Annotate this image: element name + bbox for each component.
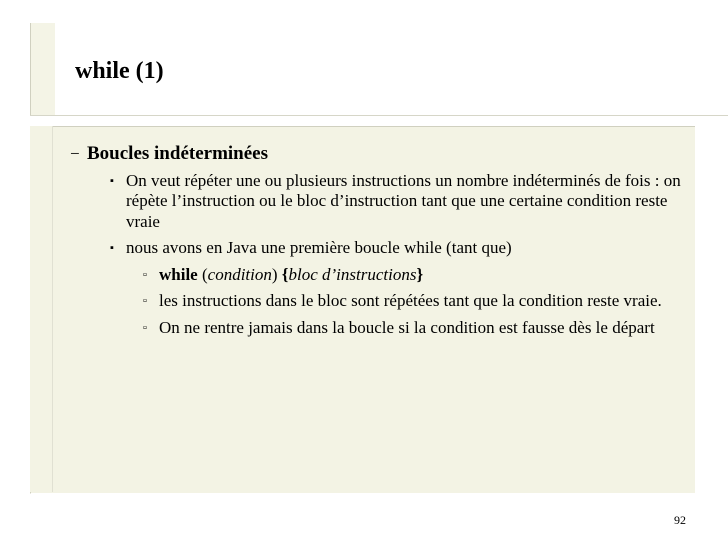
content-left-strip [30,126,53,492]
brace-close: } [416,264,424,284]
page-number: 92 [674,513,686,527]
slide-title: while (1) [75,58,164,84]
bullet-text: nous avons en Java une première boucle while (tant que) [126,238,512,257]
paren-close: ) [271,264,278,284]
heading-item [70,144,690,165]
sub-bullet-item [143,291,690,312]
square-bullet-icon: ▪ [110,174,114,187]
bullet-text: On veut répéter une ou plusieurs instructions un nombre indéterminés de fois : on répète l’instruction ou le bloc d’instruction tant que une certaine condition reste vraie [126,170,681,231]
hollow-square-bullet-icon: ▫ [143,295,147,307]
paren-open: ( [201,264,208,284]
hollow-square-bullet-icon: ▫ [143,321,147,334]
slide-content [70,144,690,344]
dash-bullet-icon: − [70,144,80,163]
while-keyword: while [159,264,198,284]
square-bullet-icon: ▪ [110,242,114,254]
bloc-text: bloc d’instructions [288,264,417,284]
bullet-item [110,171,690,233]
brace-open: { [281,264,289,284]
heading-text: Boucles indéterminées [87,143,269,164]
condition-text: condition [207,264,272,284]
title-decoration-stripe [30,23,55,115]
sub-bullet-text: les instructions dans le bloc sont répétées tant que la condition reste vraie. [159,291,662,310]
hollow-square-bullet-icon: ▫ [143,268,147,281]
bullet-item [110,238,690,259]
sub-bullet-item [143,318,690,339]
title-divider [30,115,728,116]
sub-bullet-text: On ne rentre jamais dans la boucle si la condition est fausse dès le départ [159,317,655,337]
sub-bullet-item [143,265,690,286]
while-syntax [159,265,690,286]
